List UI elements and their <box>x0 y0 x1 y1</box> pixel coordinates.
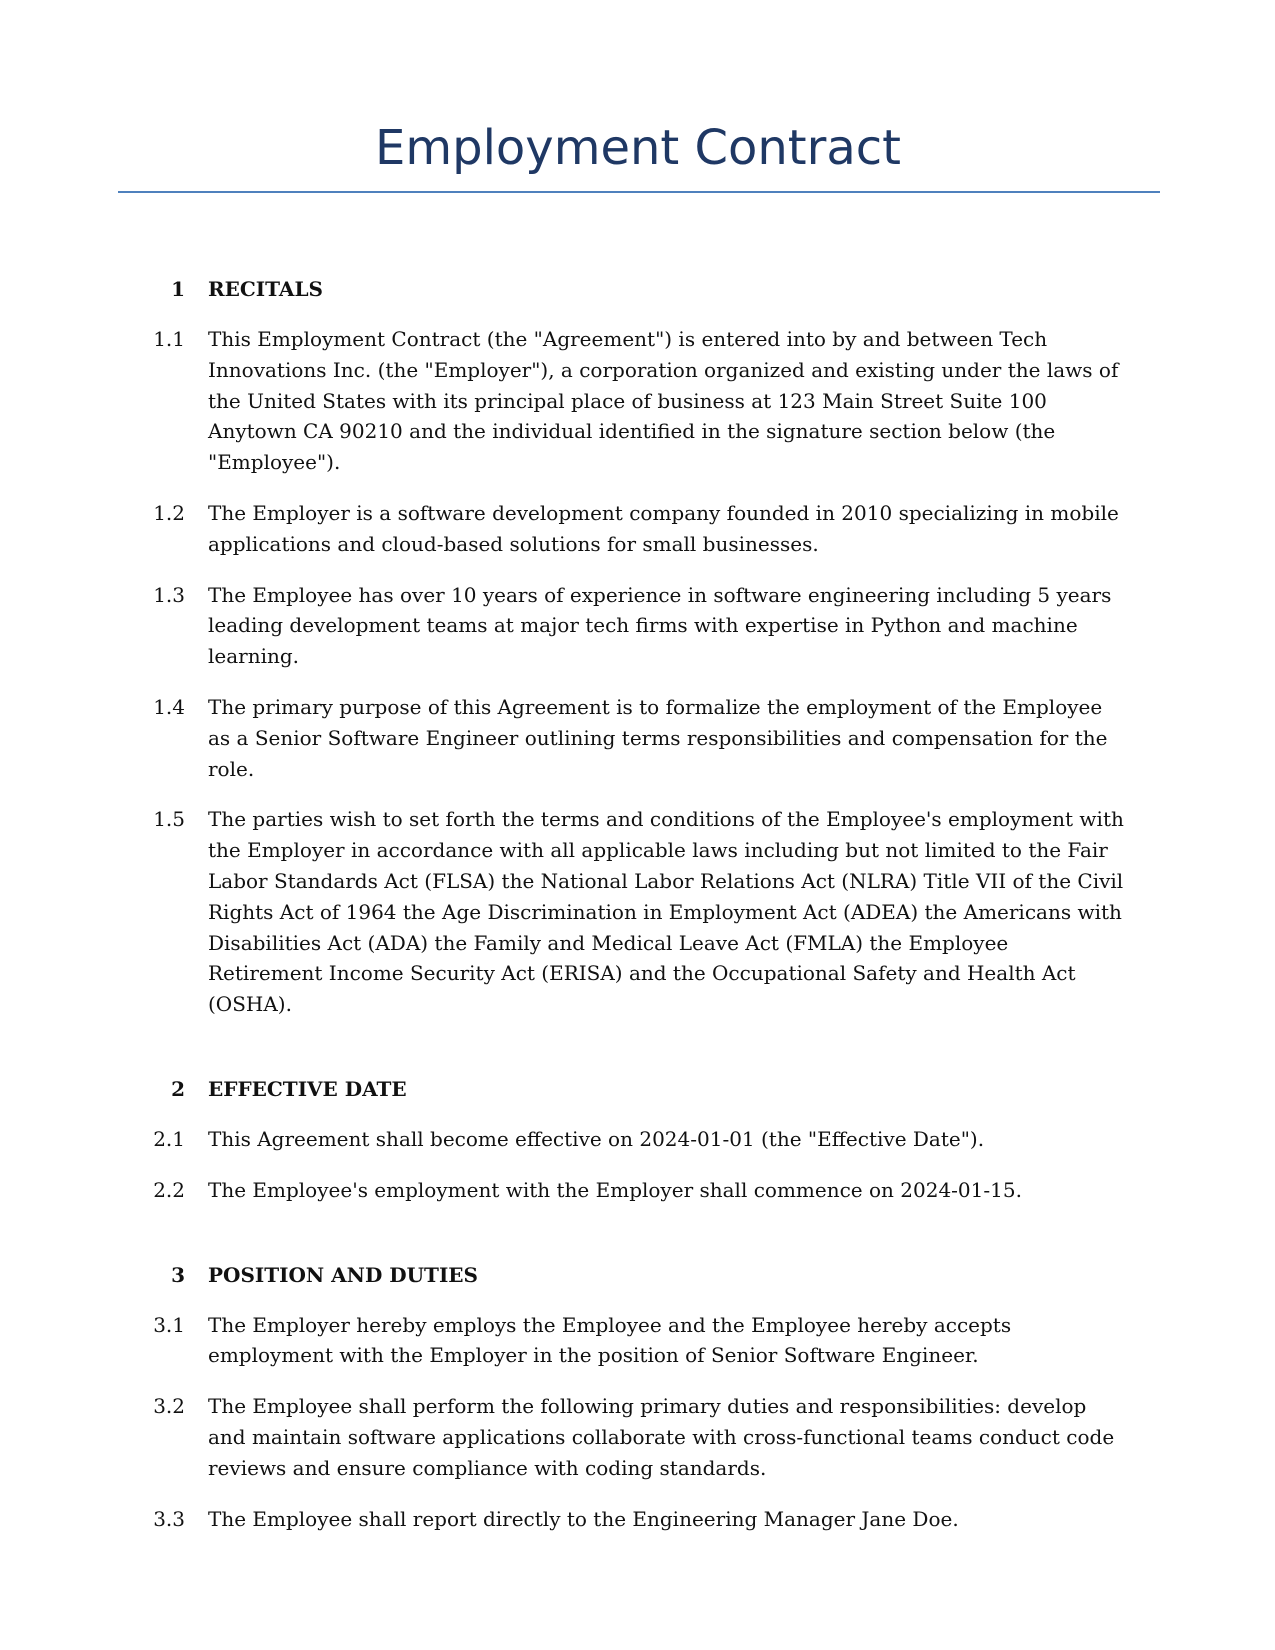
section-number: 3 <box>171 1262 185 1287</box>
clause <box>0 1391 1275 1483</box>
clause-text: This Agreement shall become effective on 2024-01-01 (the "Effective Date"). <box>208 1126 985 1151</box>
clause-text: The Employee shall report directly to the Engineering Manager Jane Doe. <box>208 1506 959 1531</box>
clause-number: 1.2 <box>153 500 185 525</box>
section-number: 1 <box>171 277 185 301</box>
section-title: POSITION AND DUTIES <box>208 1262 478 1287</box>
clause-text: The primary purpose of this Agreement is to formalize the employment of the Employee as a Senior Software Engineer outlining terms responsibilities and compensation for the role. <box>208 694 1108 781</box>
section-title: RECITALS <box>208 277 323 301</box>
clause <box>0 692 1275 784</box>
clause <box>0 580 1275 672</box>
clause <box>0 1124 1275 1155</box>
document-title: Employment Contract <box>375 120 901 176</box>
clause-number: 3.1 <box>153 1312 185 1337</box>
section-number: 2 <box>171 1076 185 1101</box>
clause-text: The Employee's employment with the Employer shall commence on 2024-01-15. <box>208 1177 1022 1202</box>
clause-text: The Employer hereby employs the Employee and the Employee hereby accepts employment with the Employer in the position of Senior Software Engineer. <box>208 1312 1012 1368</box>
clause-text: The Employer is a software development company founded in 2010 specializing in mobile applications and cloud-based solutions for small businesses. <box>208 500 1119 556</box>
section-heading <box>0 274 1275 304</box>
clause-text: The Employee shall perform the following primary duties and responsibilities: develop and maintain software applications collaborate with cross-functional teams conduct code reviews and ensure compliance with coding standards. <box>208 1394 1115 1480</box>
section-position-and-duties <box>0 1260 1275 1535</box>
clause-number: 1.1 <box>153 327 185 351</box>
clause-number: 3.3 <box>153 1506 185 1531</box>
clause <box>0 324 1275 478</box>
section-recitals <box>0 274 1275 1020</box>
clause <box>0 1504 1275 1535</box>
clause <box>0 498 1275 560</box>
clause-number: 1.3 <box>153 582 185 607</box>
title-underline-rule <box>118 191 1160 193</box>
section-effective-date <box>0 1074 1275 1206</box>
clause-number: 1.5 <box>153 807 185 832</box>
clause-text: The parties wish to set forth the terms and conditions of the Employee's employment with the Employer in accordance with all applicable laws including but not limited to the Fair Labor Standards Act (FLSA) the National Labor Relations Act (NLRA) Title VII of the Civil Rights Act of 1964 the Age Discrimination in Employment Act (ADEA) the Americans with Disabilities Act (ADA) the Family and Medical Leave Act (FMLA) the Employee Retirement Income Security Act (ERISA) and the Occupational Safety and Health Act (OSHA). <box>208 807 1124 1017</box>
clause-number: 1.4 <box>153 694 185 719</box>
clause-number: 2.2 <box>153 1177 185 1202</box>
section-heading <box>0 1074 1275 1104</box>
document-body <box>0 274 1275 1554</box>
clause-text: This Employment Contract (the "Agreement") is entered into by and between Tech Innovations Inc. (the "Employer"), a corporation organized and existing under the laws of the United States with its principal place of business at 123 Main Street Suite 100 Anytown CA 90210 and the individual identified in the signature section below (the "Employee"). <box>208 327 1119 475</box>
clause <box>0 1310 1275 1372</box>
clause-number: 3.2 <box>153 1394 185 1419</box>
clause-number: 2.1 <box>153 1126 185 1151</box>
clause <box>0 804 1275 1020</box>
clause-text: The Employee has over 10 years of experience in software engineering including 5 years leading development teams at major tech firms with expertise in Python and machine learning. <box>208 582 1112 669</box>
clause <box>0 1175 1275 1206</box>
section-heading <box>0 1260 1275 1290</box>
section-title: EFFECTIVE DATE <box>208 1076 407 1101</box>
